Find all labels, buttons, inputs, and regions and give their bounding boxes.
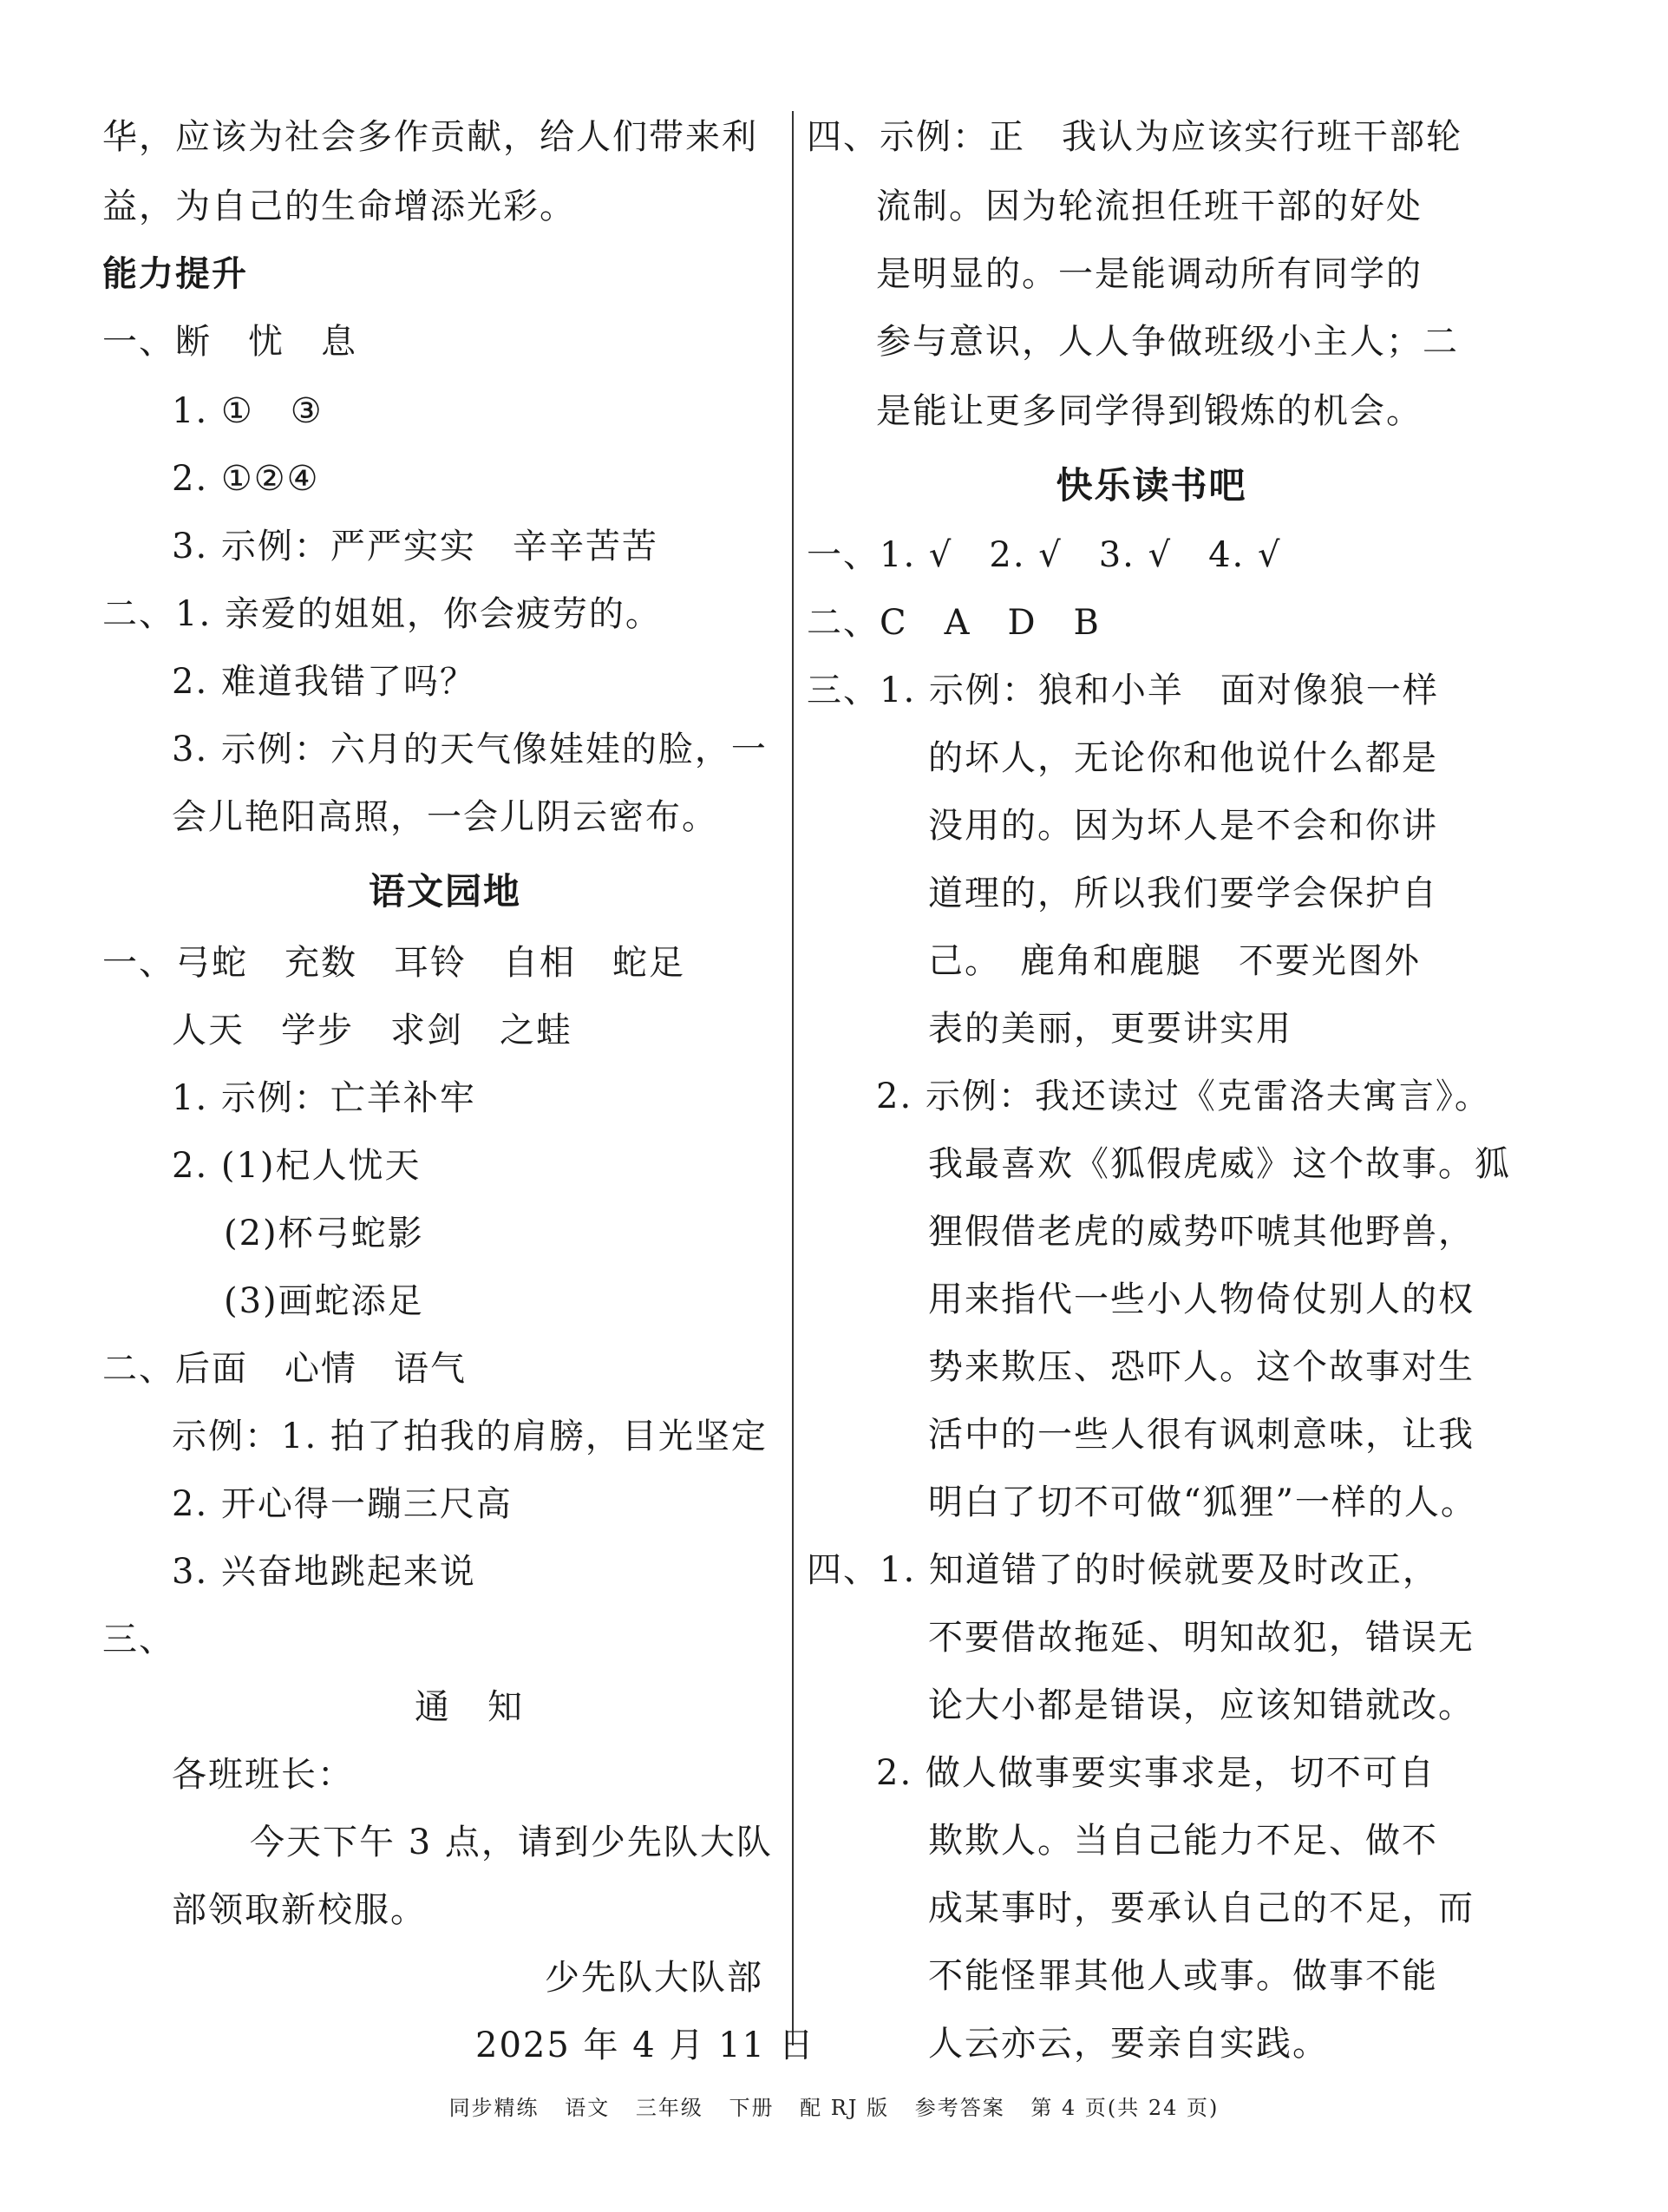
text-line: 的坏人，无论你和他说什么都是 [928,738,1438,778]
footer-book: 同步精练 [448,2096,540,2120]
text-line: 3. 兴奋地跳起来说 [172,1552,476,1592]
section-heading-reading: 快乐读书吧 [1056,464,1247,507]
text-line: 成某事时，要承认自己的不足，而 [928,1888,1475,1928]
text-line: 三、 [102,1620,175,1659]
text-line: 三、1. 示例：狼和小羊 面对像狼一样 [807,671,1439,710]
text-line: 益，为自己的生命增添光彩。 [102,187,576,226]
text-line: 没用的。因为坏人是不会和你讲 [928,806,1438,846]
text-line: 二、C A D B [807,603,1101,643]
text-line: 2. 做人做事要实事求是，切不可自 [876,1753,1436,1793]
section-heading-garden: 语文园地 [368,870,521,913]
text-line: 3. 示例：严严实实 辛辛苦苦 [172,527,658,566]
text-line: 2. 难道我错了吗？ [172,662,476,702]
text-line: 活中的一些人很有讽刺意味，让我 [928,1415,1475,1455]
text-line: 2. ①②④ [172,459,320,499]
text-line: 华，应该为社会多作贡献，给人们带来利 [102,117,758,157]
text-line: 流制。因为轮流担任班干部的好处 [876,187,1423,226]
text-line: 二、后面 心情 语气 [102,1349,467,1389]
text-line: 不要借故拖延、明知故犯，错误无 [928,1618,1475,1658]
footer-type: 参考答案 [914,2096,1005,2120]
footer-grade: 三年级 [635,2096,703,2120]
text-line: 欺欺人。当自己能力不足、做不 [928,1821,1438,1861]
text-line: 是明显的。一是能调动所有同学的 [876,254,1423,294]
text-line: 3. 示例：六月的天气像娃娃的脸，一 [172,730,768,769]
text-line: 表的美丽，更要讲实用 [928,1009,1292,1049]
footer-edition: 配 RJ 版 [800,2096,890,2120]
text-line: 二、1. 亲爱的姐姐，你会疲劳的。 [102,594,662,634]
text-line: 己。 鹿角和鹿腿 不要光图外 [928,941,1421,981]
notice-body: 部领取新校服。 [172,1890,427,1930]
text-line: 用来指代一些小人物倚仗别人的权 [928,1279,1475,1319]
footer-page-number: 第 4 页(共 24 页) [1030,2096,1220,2120]
text-line: 参与意识，人人争做班级小主人；二 [876,322,1459,362]
text-line: 人云亦云，要亲自实践。 [928,2024,1329,2064]
text-line: 明白了切不可做“狐狸”一样的人。 [928,1482,1477,1522]
notice-date: 2025 年 4 月 11 日 [475,2025,815,2065]
text-line: 四、示例：正 我认为应该实行班干部轮 [807,117,1462,157]
text-line: 我最喜欢《狐假虎威》这个故事。狐 [928,1144,1511,1184]
text-line: 是能让更多同学得到锻炼的机会。 [876,391,1423,431]
notice-title: 通 知 [415,1687,524,1727]
text-line: 一、1. √ 2. √ 3. √ 4. √ [807,535,1282,575]
text-line: 四、1. 知道错了的时候就要及时改正， [807,1550,1439,1590]
text-line: 2. 开心得一蹦三尺高 [172,1484,513,1524]
text-line: 示例：1. 拍了拍我的肩膀，目光坚定 [172,1417,768,1456]
notice-body: 今天下午 3 点，请到少先队大队 [250,1823,773,1862]
text-line: 一、弓蛇 充数 耳铃 自相 蛇足 [102,943,685,983]
page-footer [0,2091,1668,2121]
section-heading-ability: 能力提升 [102,254,248,294]
text-line: (2)杯弓蛇影 [224,1214,424,1253]
text-line: 势来欺压、恐吓人。这个故事对生 [928,1347,1475,1387]
column-divider [792,111,794,2045]
footer-volume: 下册 [729,2096,775,2120]
text-line: 1. ① ③ [172,391,324,431]
text-line: 2. 示例：我还读过《克雷洛夫寓言》。 [876,1077,1491,1116]
text-line: 人天 学步 求剑 之蛙 [172,1011,572,1050]
text-line: 道理的，所以我们要学会保护自 [928,874,1438,913]
notice-signature: 少先队大队部 [545,1958,763,1998]
text-line: 1. 示例：亡羊补牢 [172,1078,476,1118]
text-line: 一、断 忧 息 [102,322,357,362]
text-line: 狸假借老虎的威势吓唬其他野兽， [928,1212,1475,1252]
text-line: 论大小都是错误，应该知错就改。 [928,1685,1475,1725]
text-line: (3)画蛇添足 [224,1281,424,1321]
text-line: 会儿艳阳高照，一会儿阴云密布。 [172,797,718,837]
footer-subject: 语文 [565,2096,611,2120]
text-line: 不能怪罪其他人或事。做事不能 [928,1956,1438,1996]
notice-recipient: 各班班长： [172,1755,354,1795]
text-line: 2. (1)杞人忧天 [172,1146,422,1186]
